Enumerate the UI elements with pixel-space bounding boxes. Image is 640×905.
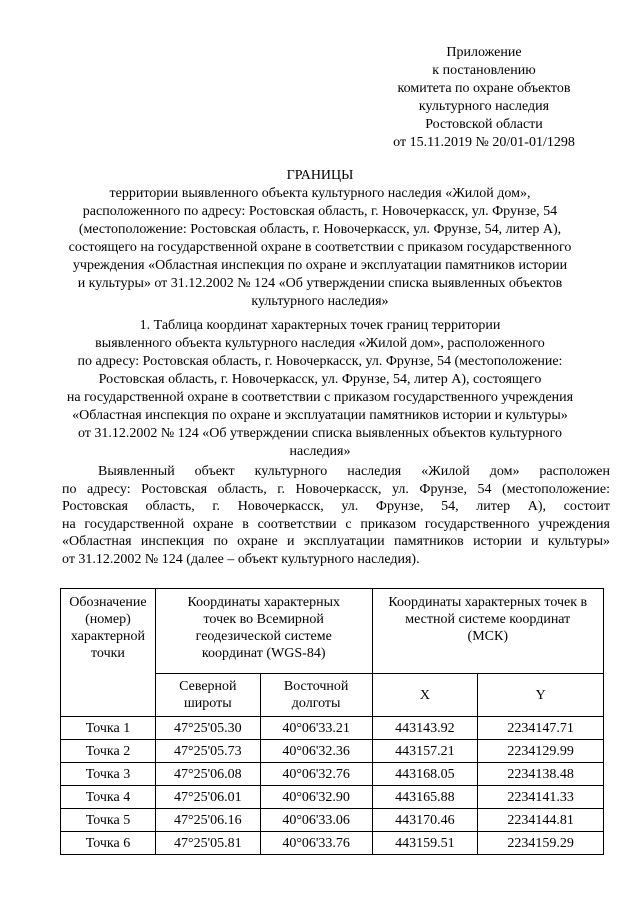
body-paragraph	[62, 463, 610, 568]
point-cell: Точка 2	[61, 740, 156, 763]
title-line: территории выявленного объекта культурного наследия «Жилой дом»,	[109, 186, 531, 201]
title-line: культурного наследия»	[251, 294, 389, 309]
latitude-cell: 47°25'05.73	[155, 740, 260, 763]
paragraph-line: Выявленный объект культурного наследия «Жилой дом» расположен	[98, 464, 610, 479]
title-heading: ГРАНИЦЫ	[286, 168, 354, 183]
y-cell: 2234129.99	[478, 740, 604, 763]
latitude-cell: 47°25'05.30	[155, 717, 260, 740]
longitude-cell: 40°06'32.36	[260, 740, 372, 763]
table-header-row	[61, 589, 604, 674]
appendix-line: Приложение	[446, 45, 522, 60]
table-row	[61, 786, 604, 809]
appendix-line: от 15.11.2019 № 20/01-01/1298	[393, 135, 575, 150]
coordinates-table	[60, 588, 604, 855]
caption-line: на государственной охране в соответствии с приказом государственного учреждения	[66, 390, 574, 405]
appendix-line: культурного наследия	[418, 99, 550, 114]
point-cell: Точка 3	[61, 763, 156, 786]
x-cell: 443159.51	[372, 832, 478, 855]
table-row	[61, 717, 604, 740]
x-cell: 443170.46	[372, 809, 478, 832]
caption-line: 1. Таблица координат характерных точек границ территории	[139, 318, 501, 333]
longitude-cell: 40°06'32.76	[260, 763, 372, 786]
y-cell: 2234147.71	[478, 717, 604, 740]
caption-line: по адресу: Ростовская область, г. Новочеркасск, ул. Фрунзе, 54 (местоположение:	[77, 354, 563, 369]
title-line: (местоположение: Ростовская область, г. Новочеркасск, ул. Фрунзе, 54, литер А),	[78, 222, 562, 237]
x-cell: 443165.88	[372, 786, 478, 809]
title-line: расположенного по адресу: Ростовская область, г. Новочеркасск, ул. Фрунзе, 54	[82, 204, 558, 219]
longitude-cell: 40°06'33.06	[260, 809, 372, 832]
y-cell: 2234159.29	[478, 832, 604, 855]
caption-line: Ростовская область, г. Новочеркасск, ул. Фрунзе, 54, литер А), состоящего	[98, 372, 542, 387]
paragraph-line: на государственной охране в соответствии с приказом государственного учреждения	[62, 516, 610, 532]
y-header: Y	[478, 674, 604, 717]
north-latitude-header: Северной широты	[155, 674, 260, 717]
msk-header: Координаты характерных точек в местной системе координат (МСК)	[372, 589, 603, 674]
appendix-block	[364, 44, 604, 152]
x-cell: 443168.05	[372, 763, 478, 786]
appendix-line: к постановлению	[432, 63, 536, 78]
appendix-line: Ростовской области	[425, 117, 543, 132]
title-line: и культуры» от 31.12.2002 № 124 «Об утверждении списка выявленных объектов	[77, 276, 563, 291]
latitude-cell: 47°25'06.16	[155, 809, 260, 832]
caption-line: от 31.12.2002 № 124 «Об утверждении списка выявленных объектов культурного	[77, 426, 563, 441]
latitude-cell: 47°25'06.01	[155, 786, 260, 809]
latitude-cell: 47°25'05.81	[155, 832, 260, 855]
paragraph-line: от 31.12.2002 № 124 (далее – объект культурного наследия).	[62, 551, 420, 567]
point-cell: Точка 1	[61, 717, 156, 740]
appendix-line: комитета по охране объектов	[397, 81, 571, 96]
paragraph-line: по адресу: Ростовская область, г. Новочеркасск, ул. Фрунзе, 54 (местоположение:	[62, 481, 610, 497]
longitude-cell: 40°06'32.90	[260, 786, 372, 809]
y-cell: 2234138.48	[478, 763, 604, 786]
x-header: X	[372, 674, 478, 717]
caption-line: наследия»	[289, 444, 351, 459]
latitude-cell: 47°25'06.08	[155, 763, 260, 786]
paragraph-line: Ростовская область, г. Новочеркасск, ул. Фрунзе, 54, литер А), состоит	[62, 499, 610, 514]
title-line: учреждения «Областная инспекция по охране и эксплуатации памятников истории	[72, 258, 568, 273]
caption-line: выявленного объекта культурного наследия «Жилой дом», расположенного	[95, 336, 545, 351]
y-cell: 2234144.81	[478, 809, 604, 832]
point-cell: Точка 4	[61, 786, 156, 809]
table-row	[61, 763, 604, 786]
wgs-header: Координаты характерных точек во Всемирной геодезической системе координат (WGS-84)	[155, 589, 372, 674]
table-caption	[30, 317, 610, 461]
longitude-cell: 40°06'33.76	[260, 832, 372, 855]
table-row	[61, 832, 604, 855]
longitude-cell: 40°06'33.21	[260, 717, 372, 740]
caption-line: «Областная инспекция по охране и эксплуатации памятников истории и культуры»	[72, 408, 568, 423]
east-longitude-header: Восточной долготы	[260, 674, 372, 717]
point-cell: Точка 5	[61, 809, 156, 832]
document-title	[40, 167, 600, 311]
table-row	[61, 809, 604, 832]
x-cell: 443157.21	[372, 740, 478, 763]
x-cell: 443143.92	[372, 717, 478, 740]
designation-header: Обозначение (номер) характерной точки	[61, 589, 156, 717]
paragraph-line: «Областная инспекция по охране и эксплуатации памятников истории и культуры»	[62, 534, 610, 549]
title-line: состоящего на государственной охране в соответствии с приказом государственного	[68, 240, 572, 255]
y-cell: 2234141.33	[478, 786, 604, 809]
point-cell: Точка 6	[61, 832, 156, 855]
table-row	[61, 740, 604, 763]
